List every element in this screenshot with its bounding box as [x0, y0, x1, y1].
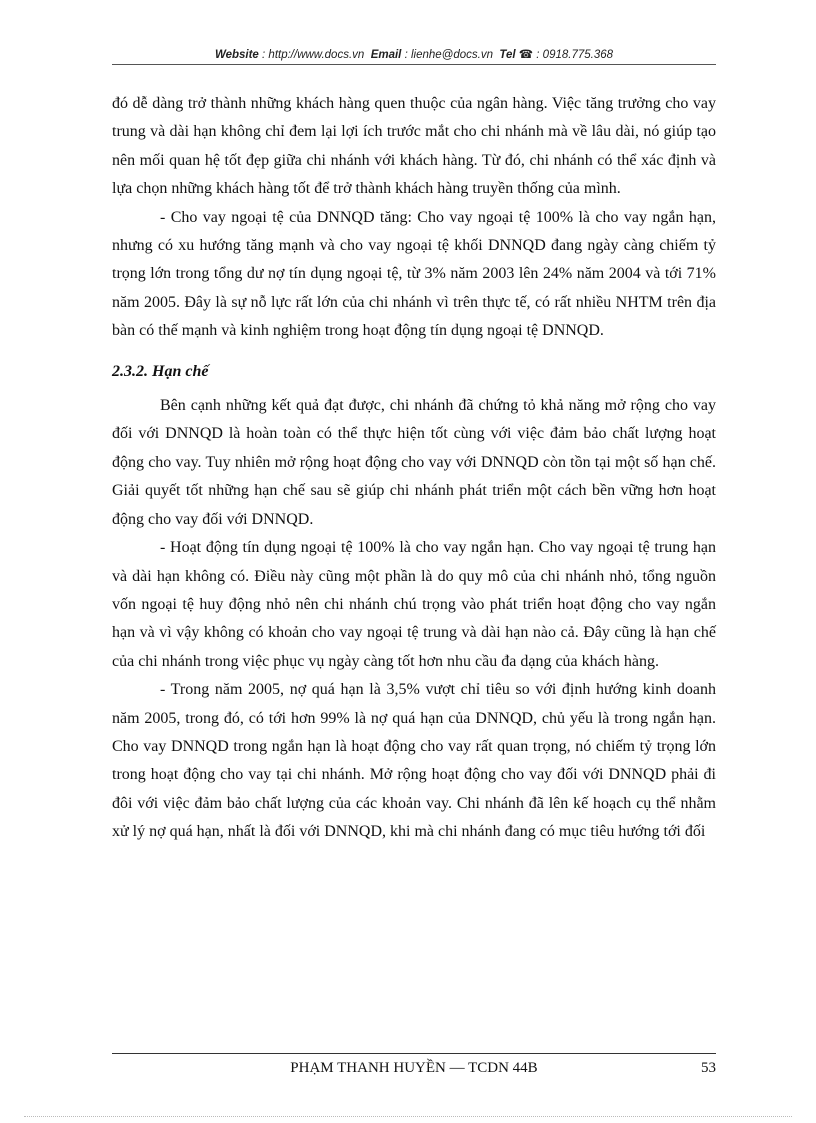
- page-bottom-border: [24, 1116, 792, 1117]
- tel-value: : 0918.775.368: [536, 49, 614, 61]
- document-body: [112, 90, 716, 847]
- section-heading: 2.3.2. Hạn chế: [112, 362, 209, 380]
- website-value: : http://www.docs.vn: [262, 49, 365, 61]
- email-value: : lienhe@docs.vn: [404, 49, 493, 61]
- phone-icon: ☎: [518, 49, 534, 61]
- footer-author: PHẠM THANH HUYỀN — TCDN 44B: [290, 1060, 538, 1076]
- tel-label: Tel: [499, 49, 516, 61]
- email-label: Email: [370, 49, 402, 61]
- paragraph: - Trong năm 2005, nợ quá hạn là 3,5% vượt chỉ tiêu so với định hướng kinh doanh năm 2005, trong đó, có tới hơn 99% là nợ quá hạn của DNNQD, chủ yếu là trong ngắn hạn. Cho vay DNNQD trong ngắn hạn là hoạt động cho vay rất quan trọng, nó chiếm tỷ trọng lớn trong hoạt động cho vay tại chi nhánh. Mở rộng hoạt động cho vay đối với DNNQD phải đi đôi với việc đảm bảo chất lượng của các khoản vay. Chi nhánh đã lên kế hoạch cụ thể nhằm xử lý nợ quá hạn, nhất là đối với DNNQD, khi mà chi nhánh đang có mục tiêu hướng tới đối: [112, 681, 716, 841]
- website-label: Website: [214, 49, 259, 61]
- page-header: [112, 47, 716, 61]
- page-number: 53: [701, 1060, 716, 1076]
- paragraph: - Cho vay ngoại tệ của DNNQD tăng: Cho vay ngoại tệ 100% là cho vay ngắn hạn, nhưng có xu hướng tăng mạnh và cho vay ngoại tệ khối DNNQD đang ngày càng chiếm tỷ trọng lớn trong tổng dư nợ tín dụng ngoại tệ, từ 3% năm 2003 lên 24% năm 2004 và tới 71% năm 2005. Đây là sự nỗ lực rất lớn của chi nhánh vì trên thực tế, có rất nhiều NHTM trên địa bàn có thế mạnh và kinh nghiệm trong hoạt động tín dụng ngoại tệ DNNQD.: [112, 208, 716, 340]
- paragraph: đó dễ dàng trở thành những khách hàng quen thuộc của ngân hàng. Việc tăng trưởng cho vay trung và dài hạn không chỉ đem lại lợi ích trước mắt cho chi nhánh mà về lâu dài, nó giúp tạo nên mối quan hệ tốt đẹp giữa chi nhánh với khách hàng. Từ đó, chi nhánh có thể xác định và lựa chọn những khách hàng tốt để trở thành khách hàng truyền thống của mình.: [112, 95, 716, 198]
- header-divider: [112, 64, 716, 65]
- paragraph: - Hoạt động tín dụng ngoại tệ 100% là cho vay ngắn hạn. Cho vay ngoại tệ trung hạn và dài hạn không có. Điều này cũng một phần là do quy mô của chi nhánh nhỏ, tổng nguồn vốn ngoại tệ huy động nhỏ nên chi nhánh chú trọng vào phát triển hoạt động cho vay ngắn hạn và vì vậy không có khoản cho vay ngoại tệ trung và dài hạn nào cả. Đây cũng là hạn chế của chi nhánh trong việc phục vụ ngày càng tốt hơn nhu cầu đa dạng của khách hàng.: [112, 539, 716, 670]
- footer-divider: [112, 1053, 716, 1054]
- paragraph: Bên cạnh những kết quả đạt được, chi nhánh đã chứng tỏ khả năng mở rộng cho vay đối với DNNQD là hoàn toàn có thể thực hiện tốt cùng với việc đảm bảo chất lượng hoạt động cho vay. Tuy nhiên mở rộng hoạt động cho vay với DNNQD còn tồn tại một số hạn chế. Giải quyết tốt những hạn chế sau sẽ giúp chi nhánh phát triển một cách bền vững hơn hoạt động cho vay đối với DNNQD.: [112, 397, 716, 528]
